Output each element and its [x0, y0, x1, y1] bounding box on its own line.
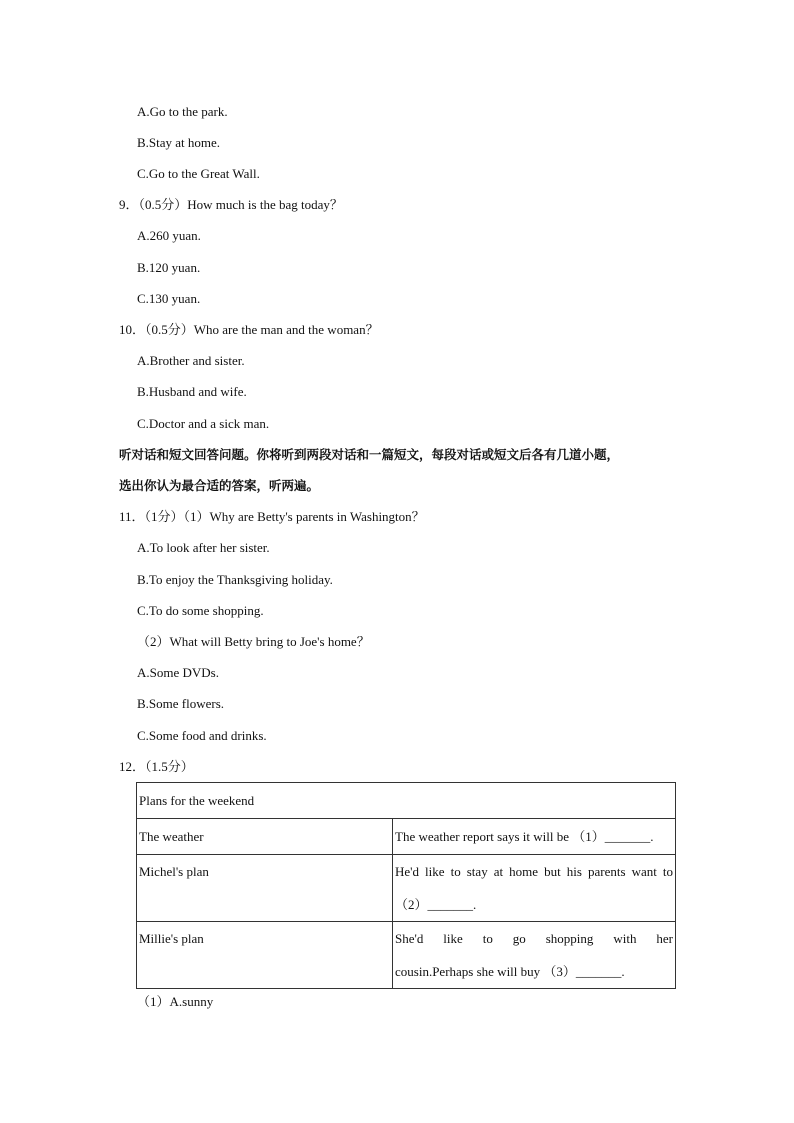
q12-answer-1: （1）A.sunny [137, 994, 214, 1009]
row-text-millie [393, 922, 676, 989]
q9-option-c: C.130 yuan. [137, 291, 201, 306]
q8-option-b: B.Stay at home. [137, 135, 221, 150]
plans-table [136, 782, 676, 989]
row-text-millie-line1: She'd like to go shopping with her [395, 931, 673, 946]
table-row [137, 819, 676, 855]
q9-option-a: A.260 yuan. [137, 228, 201, 243]
row-text-michel [393, 855, 676, 922]
q9-option-b: B.120 yuan. [137, 260, 201, 275]
q10-option-b: B.Husband and wife. [137, 384, 247, 399]
table-header: Plans for the weekend [137, 783, 676, 819]
row-text-michel-line1: He'd like to stay at home but his parents want to [395, 864, 673, 879]
q8-option-c: C.Go to the Great Wall. [137, 166, 260, 181]
q10-option-c: C.Doctor and a sick man. [137, 416, 270, 431]
q11-stem: 11．（1分）（1）Why are Betty's parents in Washington？ [119, 509, 425, 524]
q12-stem: 12．（1.5分） [119, 759, 194, 774]
q11-1-option-b: B.To enjoy the Thanksgiving holiday. [137, 572, 333, 587]
q11-2-option-c: C.Some food and drinks. [137, 728, 267, 743]
section-instructions-line2: 选出你认为最合适的答案，听两遍。 [119, 478, 320, 493]
row-text-millie-line2: cousin.Perhaps she will buy （3）_______. [395, 964, 625, 979]
q11-1-option-a: A.To look after her sister. [137, 540, 270, 555]
q10-stem: 10．（0.5分）Who are the man and the woman？ [119, 322, 379, 337]
q11-2-option-b: B.Some flowers. [137, 696, 225, 711]
q11-sub2-stem: （2）What will Betty bring to Joe's home？ [137, 634, 370, 649]
section-instructions-line1: 听对话和短文回答问题。你将听到两段对话和一篇短文，每段对话或短文后各有几道小题， [119, 447, 620, 462]
q10-option-a: A.Brother and sister. [137, 353, 245, 368]
q11-1-option-c: C.To do some shopping. [137, 603, 264, 618]
table-row [137, 855, 676, 922]
row-label-michel: Michel's plan [137, 855, 393, 922]
q8-option-a: A.Go to the park. [137, 104, 228, 119]
row-text-weather: The weather report says it will be （1）_______. [393, 819, 676, 855]
row-label-millie: Millie's plan [137, 922, 393, 989]
row-text-michel-line2: （2）_______. [395, 897, 477, 912]
table-row [137, 922, 676, 989]
table-header-row [137, 783, 676, 819]
q11-2-option-a: A.Some DVDs. [137, 665, 219, 680]
row-label-weather: The weather [137, 819, 393, 855]
q9-stem: 9．（0.5分）How much is the bag today？ [119, 197, 343, 212]
